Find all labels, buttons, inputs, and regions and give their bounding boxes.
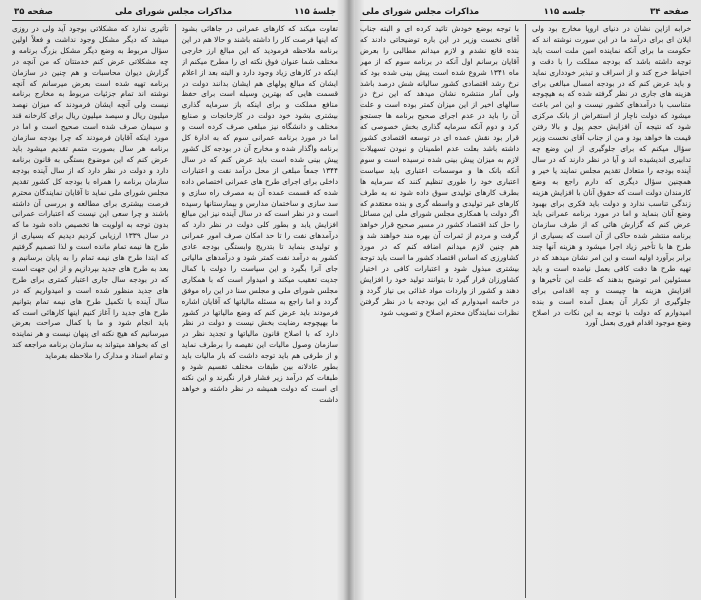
page-header [12, 4, 338, 21]
right-page [352, 0, 701, 600]
page-header [360, 4, 691, 21]
text-columns [360, 24, 691, 598]
session-number: جلسهٔ ۱۱۵ [294, 7, 336, 17]
column-divider [525, 24, 526, 598]
proceedings-title: مذاکرات مجلس شورای ملی [114, 7, 233, 17]
text-columns [12, 24, 338, 598]
text-column-right [532, 24, 691, 598]
text-column-left [12, 24, 169, 598]
text-column-left [360, 24, 519, 598]
page-number: صفحه ۳۴ [650, 7, 689, 17]
column-text: تأثیری ندارد که مشکلاتی بوجود آید ولی در روزی میشد که دیگر مشکل وجود نداشت و فعلاً اولین سؤال مربوط به وضع دیگر مشکل بزرگ برنامه و چه مشکلاتی عرض کنم خدمتتان که من آنچه در گزارش دیوان محاسبات و هم چنین در سازمان برنامه تهیه شده است بعرض میرسانم که آنچه نوشته اند تمام جزئیات مربوط به مخارج برنامه نیست ولی آنچه ایشان فرمودند که میزان نهصد میلیون ریال و سیصد میلیون ریال برای کارخانه قند و سیمان صرف شده است صحیح است و اما در مورد اینکه آقایان فرمودند که چرا بودجه سازمان برنامه هر سال بصورت متمم تقدیم میشود باید عرض کنم که این موضوع بستگی به قانون برنامه دارد و دولت در نظر دارد که از سال آینده بودجه سازمان برنامه را همراه با بودجه کل کشور تقدیم مجلس شورای ملی نماید تا آقایان نمایندگان محترم فرصت بیشتری برای مطالعه و بررسی آن داشته باشند و چرا سعی این نیست که اعتبارات عمرانی بدون توجه به اولویت ها تخصیص داده شود ما که در سال ۱۳۳۹ ارزیابی کردیم دیدیم که بسیاری از طرح ها نیمه تمام مانده است و لذا تصمیم گرفتیم که ابتدا طرح های نیمه تمام را به پایان برسانیم و بعد به طرح های جدید بپردازیم و از این جهت است که در بودجه سال جاری اعتبار کمتری برای طرح های جدید منظور شده است و امیدواریم که در سال آینده با تکمیل طرح های نیمه تمام بتوانیم طرح های جدید را آغاز کنیم اینها کارهائی است که باید انجام شود و ما با کمال صراحت بعرض میرسانیم که هیچ نکته ای پنهان نیست و هر نماینده ای که بخواهد میتواند به سازمان برنامه مراجعه کند و تمام اسناد و مدارک را ملاحظه بفرماید [12, 24, 169, 361]
session-number: جلسه ۱۱۵ [543, 7, 586, 17]
left-page [0, 0, 346, 600]
column-text: تفاوت میکند که کارهای عمرانی در جاهائی بشود که اینها فرصت کار را داشته باشند و حالا هم در این برنامه ملاحظه فرمودید که این مبالغ ارز خارجی مختلف شما عنوان فوق نکته ای را مطرح میکنم از اینکه در کارهای زیاد وجود دارد و البته بعد از اعلام ایشان که مبالغ پولهای هم ایشان بدانند دولت در قسمت هایی که بهترین وسیله است برای حفظ منافع مملکت و برای اینکه باز سرمایه گذاری بیشتری بشود خود دولت در کارخانجات و صنایع مختلف و دانشگاه نیز مبلغی صرف کرده است و اما در مورد برنامه عمرانی سوم که به ادارهٔ کل برنامه واگذار شده و مخارج آن در بودجه کل کشور پیش بینی شده است باید عرض کنم که در سال ۱۳۴۴ جمعاً مبلغی از محل درآمد نفت و اعتبارات داخلی برای اجرای طرح های عمرانی اختصاص داده شده که قسمت عمده آن به مصرف راه سازی و سد سازی و ساختمان مدارس و بیمارستانها رسیده است و در نظر است که در سال آینده نیز این مبالغ افزایش یابد و بطور کلی دولت در نظر دارد که درآمدهای نفت را تا حد امکان صرف امور عمرانی و تولیدی بنماید تا بتدریج وابستگی بودجه عادی کشور به درآمد نفت کمتر شود و درآمدهای مالیاتی جای آنرا بگیرد و این سیاست را دولت با کمال جدیت تعقیب میکند و امیدوار است که با همکاری مجلس شورای ملی و مجلس سنا در این راه موفق گردد و اما راجع به مسئله مالیاتها که آقایان اشاره فرمودند باید عرض کنم که وضع مالیاتها در کشور ما بهیچوجه رضایت بخش نیست و دولت در نظر دارد که با اصلاح قانون مالیاتها و تجدید نظر در سازمان وصول مالیات این نقیصه را برطرف نماید و از طرفی هم باید توجه داشت که بار مالیات باید بطور عادلانه بین طبقات مختلف تقسیم شود و طبقات کم درآمد زیر فشار قرار نگیرند و این نکته ای است که دولت همیشه در نظر داشته و خواهد داشت [181, 24, 338, 404]
column-divider [175, 24, 176, 598]
text-column-right [182, 24, 339, 598]
page-number: صفحه ۳۵ [14, 7, 53, 17]
proceedings-title: مذاکرات مجلس شورای ملی [362, 7, 480, 17]
column-text: با توجه بوضع خودش تائید کرده ای و البته جناب آقای نخست وزیر در این باره توضیحاتی دادند که بنده قانع نشدم و لازم میدانم مطالبی را بعرض آقایان برسانم اول آنکه در برنامه سوم که از مهر ماه ۱۳۴۱ شروع شده است پیش بینی شده بود که نرخ رشد اقتصادی کشور سالیانه شش درصد باشد ولی آمار منتشره نشان میدهد که این نرخ در سالهای اخیر از این میزان کمتر بوده است و علت آن را باید در عدم اجرای صحیح برنامه ها جستجو کرد و دوم آنکه سرمایه گذاری بخش خصوصی که قرار بود نقش عمده ای در توسعه اقتصادی کشور داشته باشد بعلت عدم اطمینان و نبودن تسهیلات لازم به میزان پیش بینی شده نرسیده است و سوم آنکه بانک ها و موسسات اعتباری باید سیاست اعتباری خود را طوری تنظیم کنند که سرمایه ها بطرف کارهای تولیدی سوق داده شود نه به طرف کارهای غیر تولیدی و واسطه گری و بنده معتقدم که اگر دولت با همکاری مجلس شورای ملی این مسائل را حل کند اقتصاد کشور در مسیر صحیح قرار خواهد گرفت و مردم از ثمرات آن بهره مند خواهند شد و هم چنین لازم میدانم اضافه کنم که در مورد کشاورزی که اساس اقتصاد کشور ما است باید توجه بیشتری مبذول شود و اعتبارات کافی در اختیار کشاورزان قرار گیرد تا بتوانند تولید خود را افزایش دهند و کشور از واردات مواد غذائی بی نیاز گردد و در خاتمه امیدوارم که این بودجه با در نظر گرفتن نظرات نمایندگان محترم اصلاح و تصویب شود [360, 24, 519, 317]
column-text: خرابه ازاین نشان در دنیای اروپا مخارج بود ولی ایلان ای برای درآمد ما در این سورت نوشته اند که حکومت ما برای آنکه نماینده امین ملت است باید توجه داشته باشد که بودجه مملکت را با دقت و احتیاط خرج کند و از اسراف و تبذیر خودداری نماید و باید عرض کنم که در بودجه امسال مبالغی برای هزینه های جاری در نظر گرفته شده که به هیچوجه متناسب با درآمدهای کشور نیست و این امر باعث میشود که دولت ناچار از استقراض از بانک مرکزی شود که نتیجه آن افزایش حجم پول و بالا رفتن قیمت ها خواهد بود و من از جناب آقای نخست وزیر سؤال میکنم که برای جلوگیری از این وضع چه تدابیری اندیشیده اند و آیا در نظر دارند که در سال آینده بودجه را متعادل تقدیم مجلس نمایند یا خیر و همچنین سؤال دیگری که دارم راجع به وضع کارمندان دولت است که حقوق آنان با افزایش هزینه زندگی تناسب ندارد و دولت باید فکری برای بهبود وضع آنان بنماید و اما در مورد برنامه عمرانی باید عرض کنم که گزارش هائی که از طرف سازمان برنامه منتشر شده حاکی از آن است که بسیاری از طرح ها با تأخیر زیاد اجرا میشود و هزینه آنها چند برابر برآورد اولیه است و این امر نشان میدهد که در تهیه طرح ها دقت کافی بعمل نیامده است و باید مسئولین امر توضیح بدهند که علت این تأخیرها و افزایش هزینه ها چیست و چه اقدامی برای جلوگیری از تکرار آن بعمل آمده است و بنده امیدوارم که دولت با توجه به این نکات در اصلاح وضع موجود اقدام فوری بعمل آورد [532, 24, 691, 328]
